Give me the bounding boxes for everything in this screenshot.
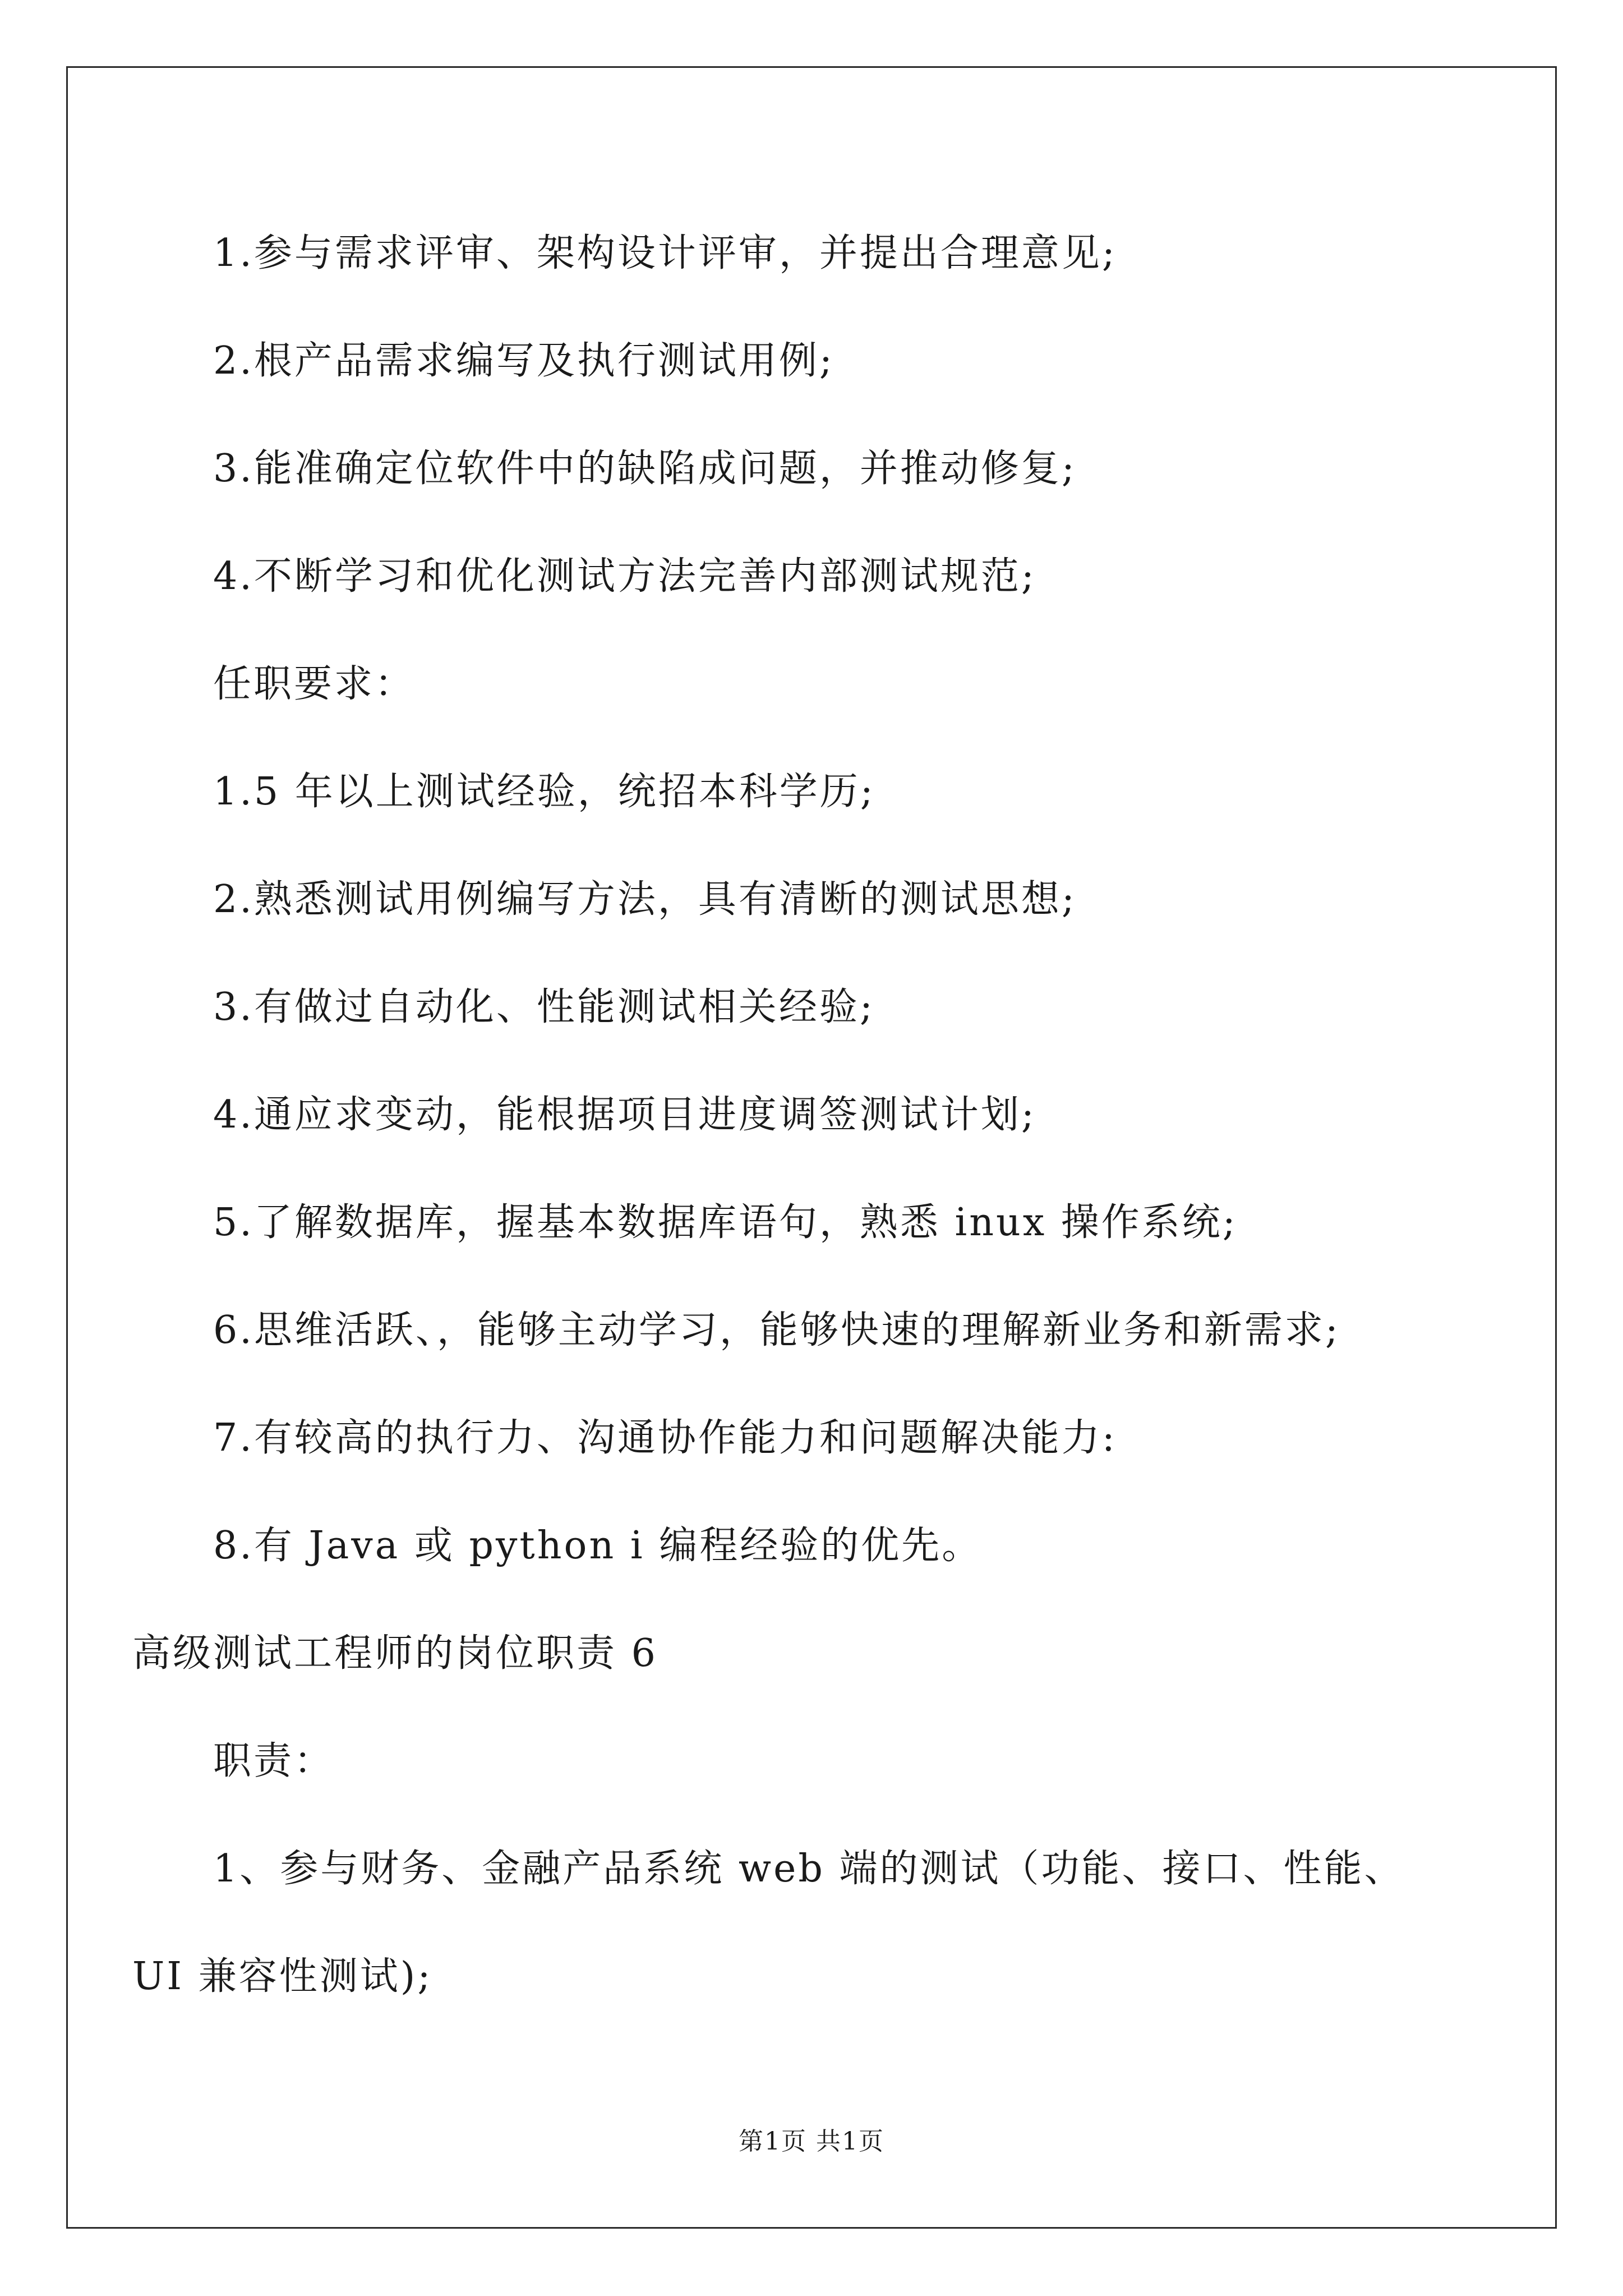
duty-item-3: 3.能准确定位软件中的缺陷成问题，并推动修复; (213, 447, 1077, 491)
requirement-item-8: 8.有 Java 或 python i 编程经验的优先。 (213, 1524, 983, 1568)
page-border (66, 66, 1557, 2229)
requirement-item-4: 4.通应求变动，能根据项目进度调签测试计划; (213, 1093, 1036, 1137)
section-title: 高级测试工程师的岗位职责 6 (132, 1631, 658, 1676)
duty-item-4: 4.不断学习和优化测试方法完善内部测试规范; (213, 554, 1036, 599)
duty-item-1: 1.参与需求评审、架构设计评审，并提出合理意见; (213, 231, 1117, 275)
duties-heading: 职责： (213, 1739, 335, 1783)
requirement-item-3: 3.有做过自动化、性能测试相关经验; (213, 985, 875, 1029)
requirements-heading: 任职要求： (213, 662, 416, 706)
requirement-item-7: 7.有较高的执行力、沟通协作能力和问题解决能力: (213, 1416, 1117, 1460)
requirement-item-6: 6.思维活跃、，能够主动学习，能够快速的理解新业务和新需求; (213, 1308, 1340, 1352)
requirement-item-1: 1.5 年以上测试经验，统招本科学历; (213, 770, 875, 814)
duty-item-6-1-cont: UI 兼容性测试); (132, 1954, 433, 1999)
page-footer: 第1页 共1页 (739, 2127, 884, 2156)
duty-item-6-1: 1、参与财务、金融产品系统 web 端的测试（功能、接口、性能、 (213, 1847, 1405, 1891)
requirement-item-5: 5.了解数据库，握基本数据库语句，熟悉 inux 操作系统; (213, 1200, 1238, 1245)
duty-item-2: 2.根产品需求编写及执行测试用例; (213, 339, 834, 383)
requirement-item-2: 2.熟悉测试用例编写方法，具有清断的测试思想; (213, 877, 1077, 922)
